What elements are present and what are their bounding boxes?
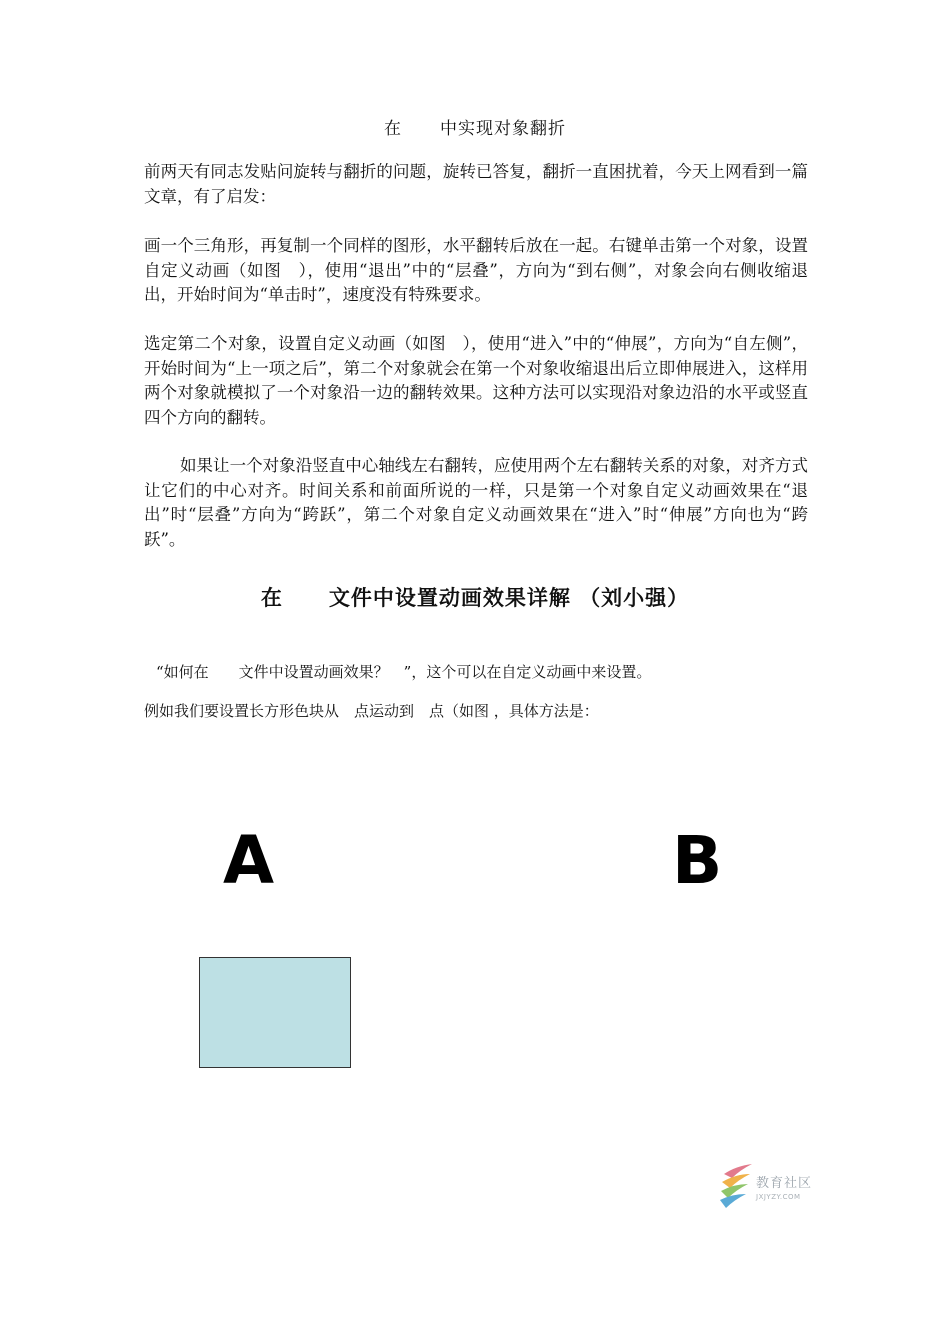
section-title xyxy=(0,582,950,612)
section-title-part-1: 在 xyxy=(260,586,283,610)
point-a-label: A xyxy=(223,822,275,899)
title-part-1: 在 xyxy=(384,119,402,139)
question-line: “如何在 文件中设置动画效果？ ”，这个可以在自定义动画中来设置。 xyxy=(156,663,652,681)
title-part-2: 中实现对象翻折 xyxy=(440,119,566,139)
rectangle-block xyxy=(199,957,351,1068)
document-title xyxy=(0,114,950,139)
watermark-emblem-icon xyxy=(718,1160,754,1212)
section-title-part-2: 文件中设置动画效果详解 （刘小强） xyxy=(328,586,690,610)
watermark-subtext: JXJYZY.COM xyxy=(756,1193,801,1201)
paragraph-3: 选定第二个对象，设置自定义动画（如图 ），使用“进入”中的“伸展”，方向为“自左侧”，开始时间为“上一项之后”，第二个对象就会在第一个对象收缩退出后立即伸展进入，这样用两个对象就模拟了一个对象沿一边的翻转效果。这种方法可以实现沿对象边沿的水平或竖直四个方向的翻转。 xyxy=(144,334,808,427)
watermark-text: 教育社区 xyxy=(756,1176,813,1191)
point-b-label: B xyxy=(672,822,723,899)
watermark-logo xyxy=(718,1160,818,1212)
example-line: 例如我们要设置长方形色块从 点运动到 点（如图 ，具体方法是： xyxy=(144,702,599,720)
paragraph-2: 画一个三角形，再复制一个同样的图形，水平翻转后放在一起。右键单击第一个对象，设置自定义动画（如图 ），使用“退出”中的“层叠”，方向为“到右侧”，对象会向右侧收缩退出，开始时间为“单击时”，速度没有特殊要求。 xyxy=(144,236,808,304)
paragraph-4: 如果让一个对象沿竖直中心轴线左右翻转，应使用两个左右翻转关系的对象，对齐方式让它们的中心对齐。时间关系和前面所说的一样，只是第一个对象自定义动画效果在“退出”时“层叠”方向为“跨跃”，第二个对象自定义动画效果在“进入”时“伸展”方向也为“跨跃”。 xyxy=(144,456,808,549)
paragraph-1: 前两天有同志发贴问旋转与翻折的问题，旋转已答复，翻折一直困扰着，今天上网看到一篇文章，有了启发： xyxy=(144,162,808,206)
